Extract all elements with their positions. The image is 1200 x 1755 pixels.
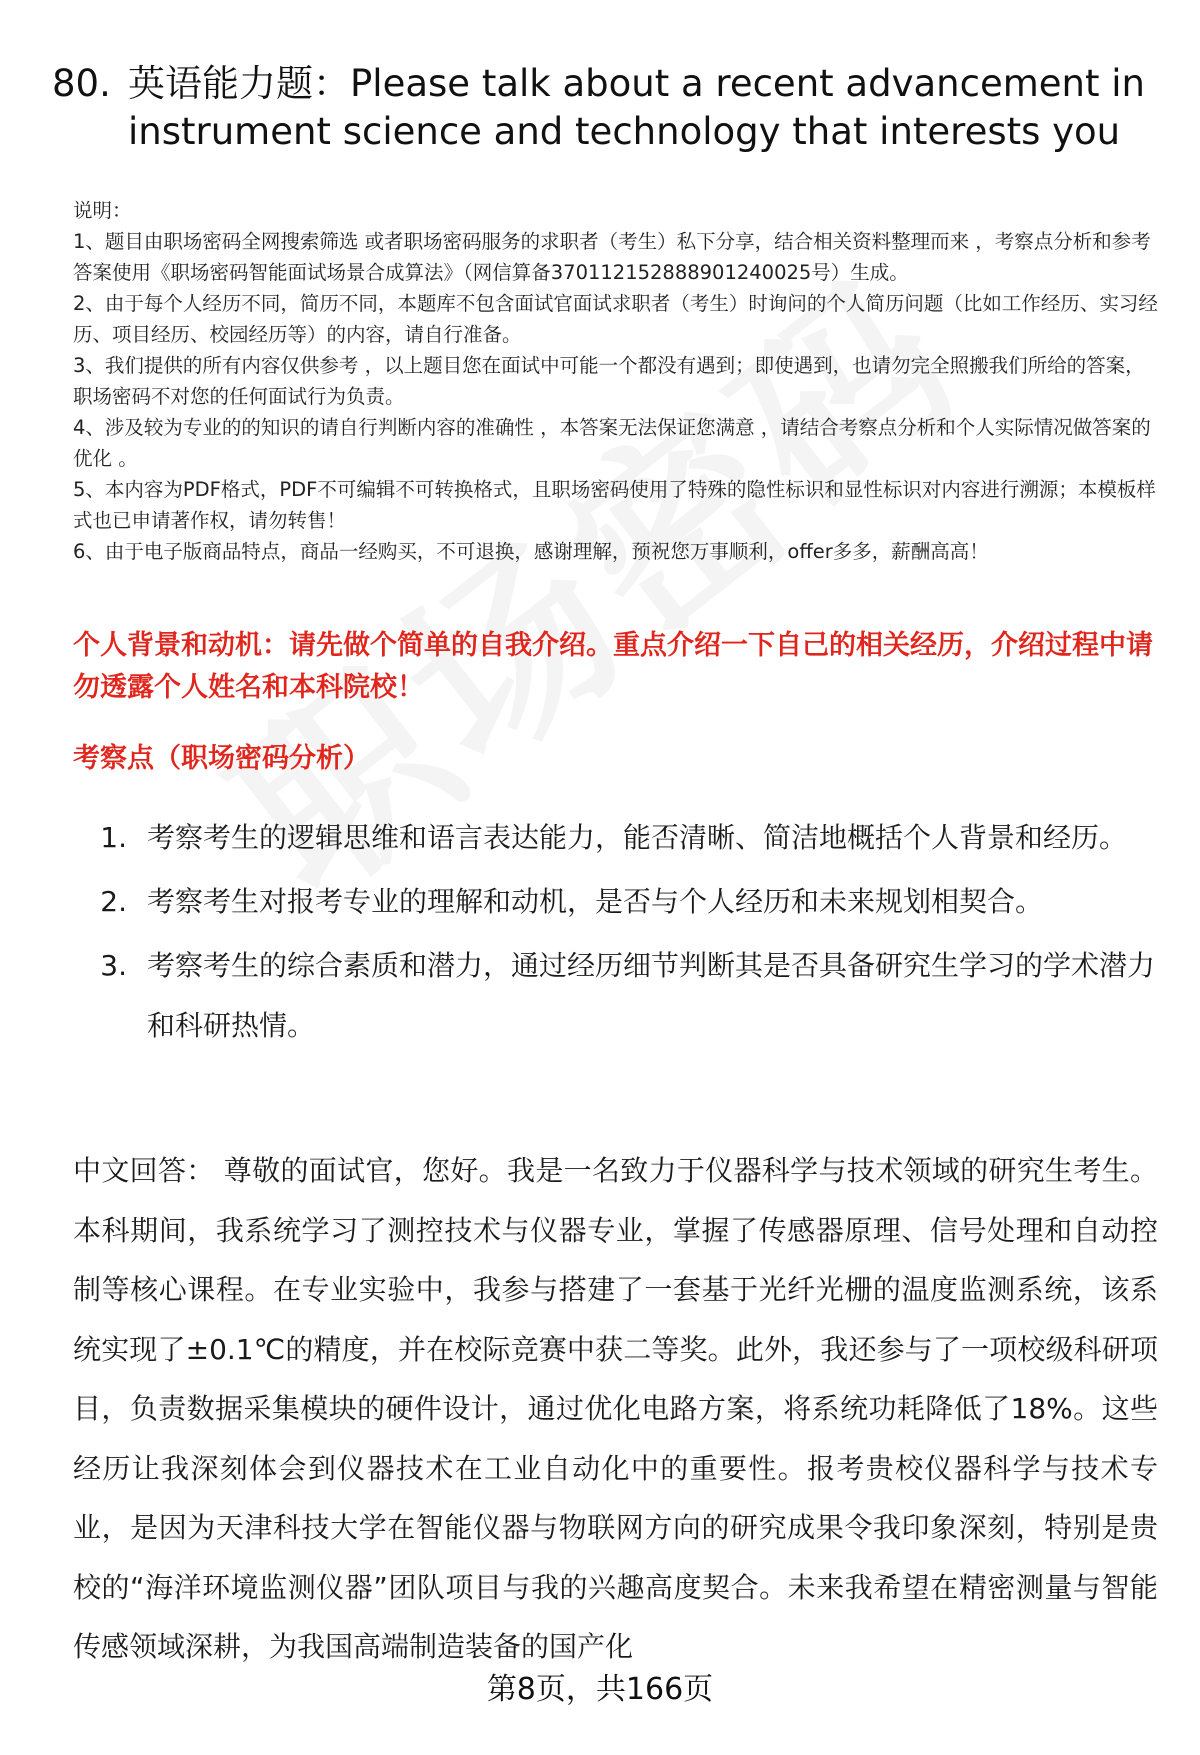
notes-heading: 说明： (73, 199, 132, 222)
list-item (73, 872, 1158, 932)
point-text: 考察考生的逻辑思维和语言表达能力，能否清晰、简洁地概括个人背景和经历。 (147, 821, 1128, 854)
list-item (73, 936, 1158, 1056)
notes-section (73, 195, 1163, 567)
analysis-title: 考察点（职场密码分析） (73, 743, 370, 774)
note-item: 5、本内容为PDF格式，PDF不可编辑不可转换格式，且职场密码使用了特殊的隐性标识和显性标识对内容进行溯源；本模板样式也已申请著作权，请勿转售！ (73, 478, 1156, 532)
point-number: 3. (100, 949, 127, 982)
note-item: 3、我们提供的所有内容仅供参考 ，以上题目您在面试中可能一个都没有遇到；即使遇到，也请勿完全照搬我们所给的答案，职场密码不对您的任何面试行为负责。 (73, 354, 1145, 408)
note-item: 4、涉及较为专业的的知识的请自行判断内容的准确性 ，本答案无法保证您满意 ，请结合考察点分析和个人实际情况做答案的优化 。 (73, 416, 1151, 470)
answer-text: 中文回答： 尊敬的面试官，您好。我是一名致力于仪器科学与技术领域的研究生考生。本科期间，我系统学习了测控技术与仪器专业，掌握了传感器原理、信号处理和自动控制等核心课程。在专业实验中，我参与搭建了一套基于光纤光栅的温度监测系统，该系统实现了±0.1℃的精度，并在校际竞赛中获二等奖。此外，我还参与了一项校级科研项目，负责数据采集模块的硬件设计，通过优化电路方案，将系统功耗降低了18%。这些经历让我深刻体会到仪器技术在工业自动化中的重要性。报考贵校仪器科学与技术专业，是因为天津科技大学在智能仪器与物联网方向的研究成果令我印象深刻，特别是贵校的“海洋环境监测仪器”团队项目与我的兴趣高度契合。未来我希望在精密测量与智能传感领域深耕，为我国高端制造装备的国产化 (73, 1154, 1158, 1663)
point-text: 考察考生的综合素质和潜力，通过经历细节判断其是否具备研究生学习的学术潜力和科研热情。 (147, 949, 1156, 1042)
note-item: 6、由于电子版商品特点，商品一经购买，不可退换，感谢理解，预祝您万事顺利，offer多多，薪酬高高！ (73, 540, 989, 563)
note-item: 1、题目由职场密码全网搜索筛选 或者职场密码服务的求职者（考生）私下分享，结合相关资料整理而来 ，考察点分析和参考答案使用《职场密码智能面试场景合成算法》（网信算备370112152888901240025号）生成。 (73, 230, 1151, 284)
point-number: 1. (100, 821, 127, 854)
point-text: 考察考生对报考专业的理解和动机，是否与个人经历和未来规划相契合。 (147, 885, 1044, 918)
question-text: 英语能力题：Please talk about a recent advancement in instrument science and technology that interests you (128, 62, 1145, 153)
analysis-points (73, 808, 1158, 1060)
point-number: 2. (100, 885, 127, 918)
motivation-heading: 个人背景和动机：请先做个简单的自我介绍。重点介绍一下自己的相关经历，介绍过程中请勿透露个人姓名和本科院校！ (73, 630, 1153, 703)
page-footer: 第8页，共166页 (486, 1672, 714, 1707)
question-number: 80. (52, 62, 111, 105)
note-item: 2、由于每个人经历不同，简历不同，本题库不包含面试官面试求职者（考生）时询问的个人简历问题（比如工作经历、实习经历、项目经历、校园经历等）的内容，请自行准备。 (73, 292, 1158, 346)
question-title (52, 60, 1162, 156)
list-item (73, 808, 1158, 868)
